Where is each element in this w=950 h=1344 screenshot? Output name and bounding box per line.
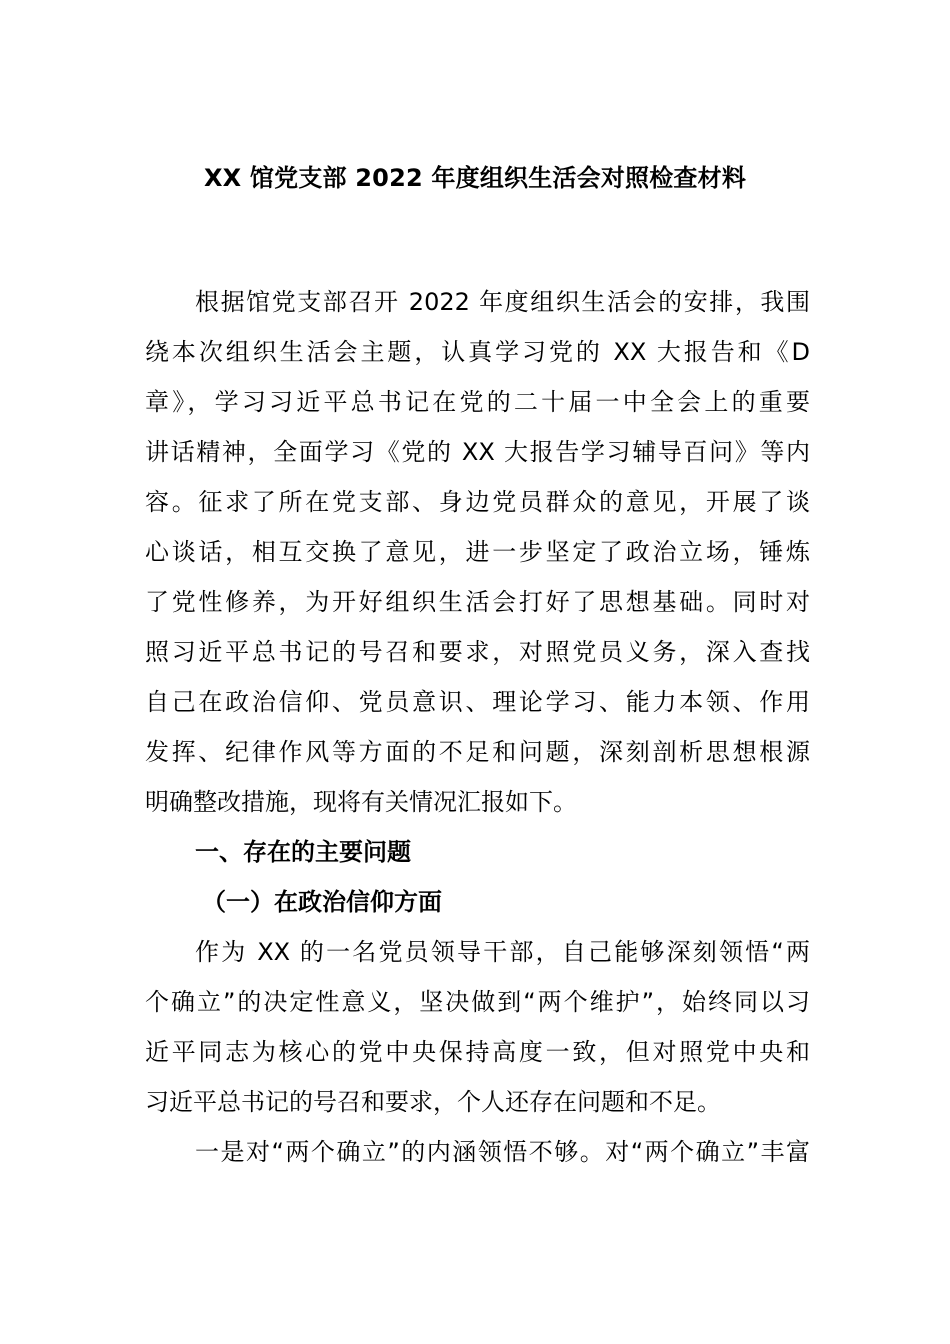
intro-line: 发挥、纪律作风等方面的不足和问题，深刻剖析思想根源 xyxy=(145,738,810,766)
intro-line: 容。征求了所在党支部、身边党员群众的意见，开展了谈 xyxy=(145,488,810,516)
intro-line: 自己在政治信仰、党员意识、理论学习、能力本领、作用 xyxy=(145,688,810,716)
document-body xyxy=(145,282,810,1182)
section-heading: 一、存在的主要问题 xyxy=(195,838,411,866)
intro-line: 章》，学习习近平总书记在党的二十届一中全会上的重要 xyxy=(145,388,810,416)
subsection-heading: （一）在政治信仰方面 xyxy=(202,888,442,916)
paragraph-line: 近平同志为核心的党中央保持高度一致，但对照党中央和 xyxy=(145,1038,810,1066)
document-title: XX 馆党支部 2022 年度组织生活会对照检查材料 xyxy=(203,164,747,192)
intro-line: 照习近平总书记的号召和要求，对照党员义务，深入查找 xyxy=(145,638,810,666)
paragraph-line: 作为 XX 的一名党员领导干部，自己能够深刻领悟“两 xyxy=(195,938,810,966)
paragraph-line: 习近平总书记的号召和要求，个人还存在问题和不足。 xyxy=(145,1088,721,1116)
intro-line: 绕本次组织生活会主题，认真学习党的 XX 大报告和《D xyxy=(145,338,810,366)
intro-line: 根据馆党支部召开 2022 年度组织生活会的安排，我围 xyxy=(195,288,810,316)
paragraph-line: 个确立”的决定性意义，坚决做到“两个维护”，始终同以习 xyxy=(145,988,810,1016)
intro-line: 了党性修养，为开好组织生活会打好了思想基础。同时对 xyxy=(145,588,810,616)
paragraph-line: 一是对“两个确立”的内涵领悟不够。对“两个确立”丰富 xyxy=(195,1138,810,1166)
intro-line: 明确整改措施，现将有关情况汇报如下。 xyxy=(145,788,577,816)
intro-line: 讲话精神，全面学习《党的 XX 大报告学习辅导百问》等内 xyxy=(145,438,810,466)
intro-line: 心谈话，相互交换了意见，进一步坚定了政治立场，锤炼 xyxy=(145,538,810,566)
